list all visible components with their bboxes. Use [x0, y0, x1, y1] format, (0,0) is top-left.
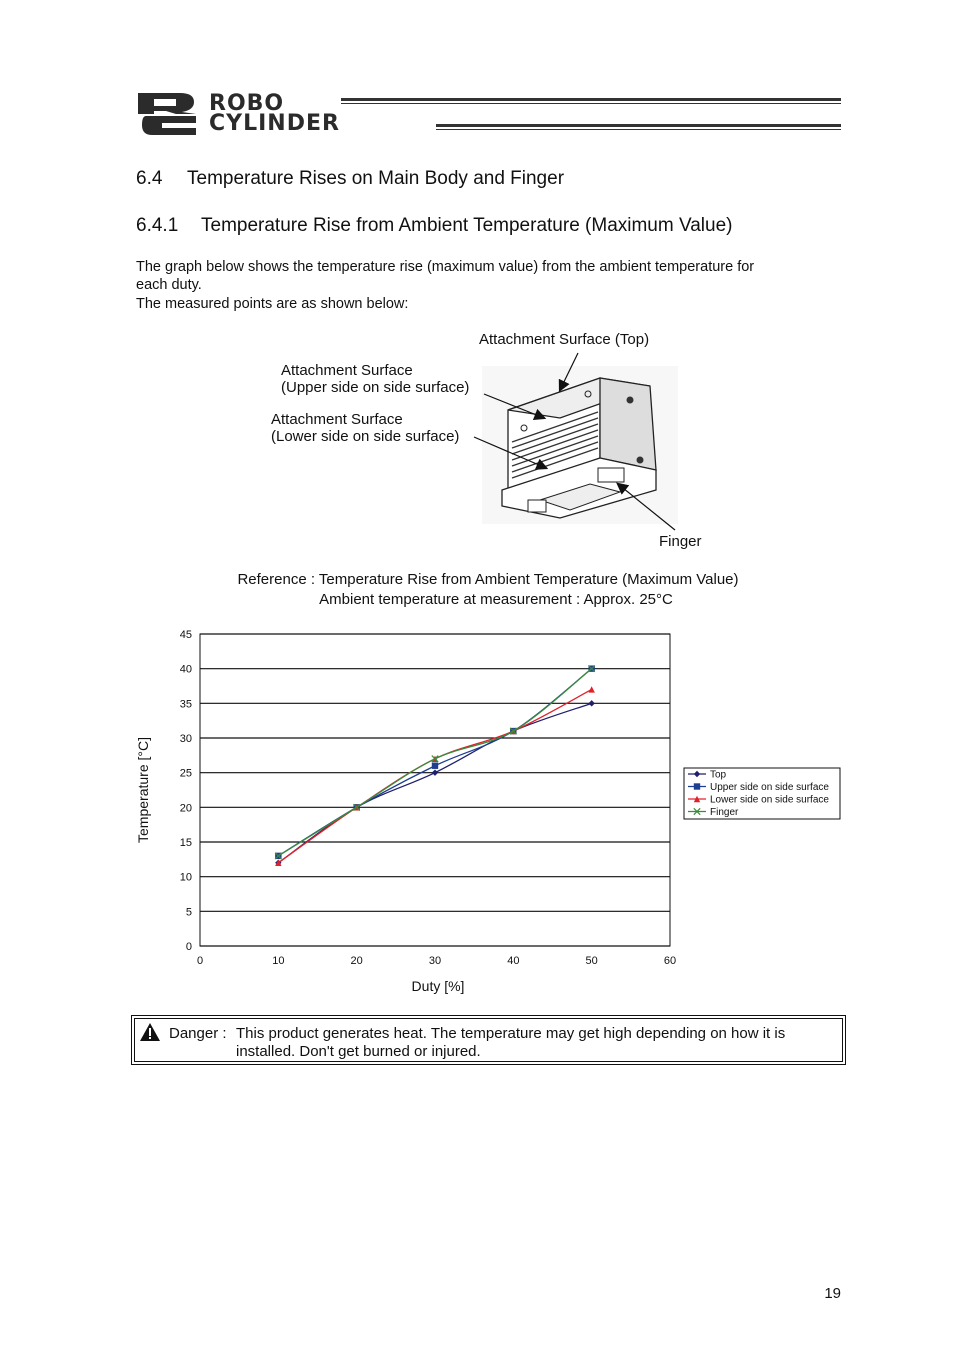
logo-word-robo: ROBO	[209, 91, 285, 116]
logo-word-cylinder: CYLINDER	[209, 111, 340, 136]
y-tick-label-45: 45	[179, 629, 192, 641]
y-tick-label-40: 40	[179, 663, 192, 676]
header-logo	[136, 91, 841, 137]
chart-x-ticks	[197, 955, 676, 967]
x-tick-label-40: 40	[507, 955, 520, 967]
x-tick-label-20: 20	[350, 955, 363, 967]
header-rule-top-thick	[341, 98, 841, 101]
rc-logo-mark	[136, 91, 204, 137]
intro-line-2: each duty.	[136, 277, 202, 293]
subsection-number: 6.4.1	[136, 215, 179, 236]
point-upper-side-on-side-surface-30	[432, 763, 438, 769]
label-lower-side-1: Attachment Surface	[271, 411, 403, 428]
temperature-rise-chart	[130, 622, 850, 1002]
y-tick-label-15: 15	[179, 837, 192, 849]
danger-notice-inner	[134, 1018, 843, 1062]
label-upper-side-1: Attachment Surface	[281, 362, 413, 379]
x-tick-label-10: 10	[272, 955, 285, 967]
y-tick-label-0: 0	[185, 941, 192, 953]
x-tick-label-50: 50	[585, 955, 598, 967]
chart-legend	[684, 768, 840, 819]
chart-legend-box	[684, 768, 840, 819]
y-tick-label-20: 20	[179, 802, 192, 815]
legend-marker-upper-side-on-side-surface	[694, 783, 700, 789]
warning-triangle-icon	[139, 1022, 161, 1042]
header-rule-bottom-thin	[436, 129, 841, 130]
label-lower-side-2: (Lower side on side surface)	[271, 428, 460, 445]
intro-line-1: The graph below shows the temperature rise (maximum value) from the ambient temperature for	[136, 259, 755, 275]
section-heading	[136, 168, 564, 190]
y-tick-label-35: 35	[179, 698, 192, 711]
chart-y-ticks	[180, 629, 192, 953]
section-number: 6.4	[136, 168, 163, 189]
series-line-top	[278, 703, 591, 862]
legend-label-lower-side-on-side-surface: Lower side on side surface	[710, 794, 829, 806]
label-finger: Finger	[659, 533, 702, 550]
x-tick-label-0: 0	[196, 955, 204, 967]
chart-series	[275, 665, 595, 866]
legend-label-top: Top	[710, 769, 727, 781]
series-line-lower-side-on-side-surface	[278, 689, 591, 862]
subsection-title: Temperature Rise from Ambient Temperature (Maximum Value)	[201, 215, 733, 236]
danger-label: Danger :	[169, 1025, 227, 1042]
callout-arrows	[460, 350, 720, 540]
header-rule-bottom-thick	[436, 124, 841, 127]
chart-x-axis-title: Duty [%]	[411, 978, 465, 994]
point-top-50	[588, 700, 594, 706]
danger-text-line-2: installed. Don't get burned or injured.	[236, 1043, 481, 1060]
legend-label-finger: Finger	[710, 807, 739, 818]
intro-line-3: The measured points are as shown below:	[136, 296, 409, 312]
danger-notice	[131, 1015, 846, 1065]
y-tick-label-10: 10	[179, 871, 192, 884]
reference-line-1: Reference : Temperature Rise from Ambient Temperature (Maximum Value)	[237, 571, 739, 588]
point-lower-side-on-side-surface-50	[588, 686, 594, 692]
y-tick-label-5: 5	[185, 906, 192, 919]
reference-line-2: Ambient temperature at measurement : Approx. 25°C	[319, 591, 673, 608]
chart-gridlines	[200, 634, 670, 946]
y-tick-label-30: 30	[179, 733, 192, 745]
section-title: Temperature Rises on Main Body and Finger	[187, 168, 565, 189]
legend-label-upper-side-on-side-surface: Upper side on side surface	[710, 782, 829, 793]
x-tick-label-30: 30	[428, 955, 442, 967]
chart-y-axis-title: Temperature [°C]	[135, 737, 151, 843]
label-upper-side-2: (Upper side on side surface)	[281, 379, 470, 396]
subsection-heading	[136, 215, 733, 237]
x-tick-label-60: 60	[663, 955, 677, 967]
label-attachment-top: Attachment Surface (Top)	[479, 331, 650, 348]
point-top-30	[432, 769, 438, 775]
header-rule-top-thin	[341, 103, 841, 104]
page-number: 19	[824, 1285, 841, 1302]
y-tick-label-25: 25	[179, 767, 192, 780]
chart-plot-area	[200, 634, 670, 946]
danger-text-line-1: This product generates heat. The temperature may get high depending on how it is	[236, 1025, 786, 1042]
